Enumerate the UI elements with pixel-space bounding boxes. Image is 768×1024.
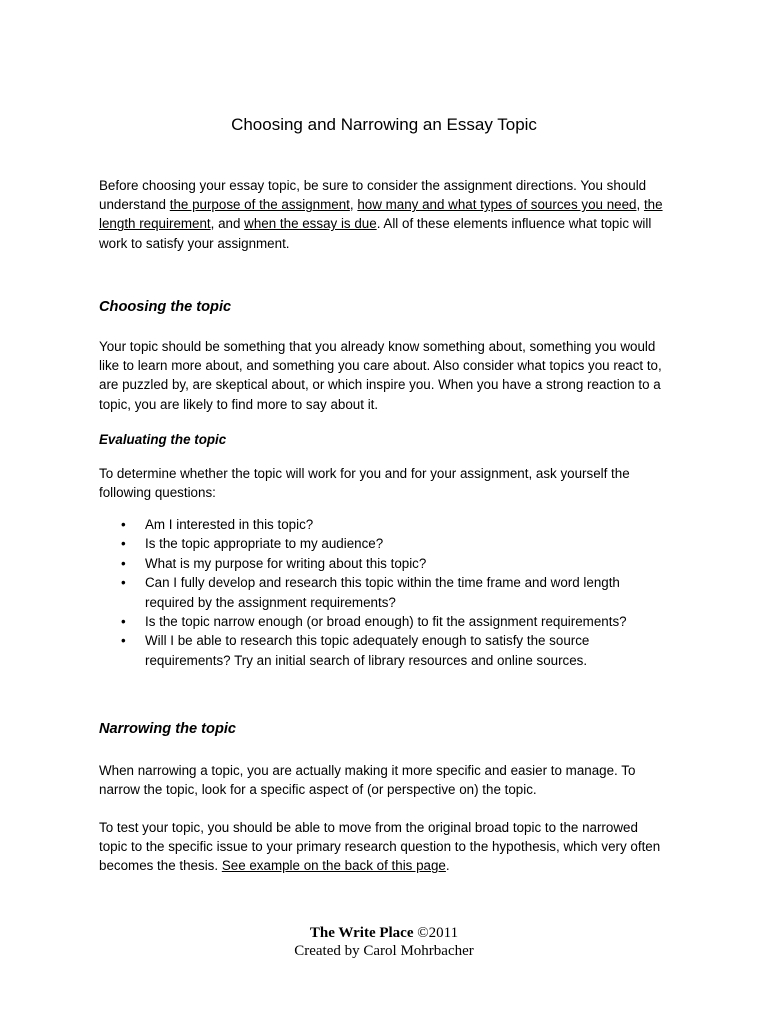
narrowing-heading: Narrowing the topic bbox=[99, 721, 237, 737]
footer-copyright: ©2011 bbox=[413, 925, 459, 941]
page-title: Choosing and Narrowing an Essay Topic bbox=[231, 115, 537, 135]
purpose-link: the purpose of the assignment bbox=[169, 197, 350, 213]
footer bbox=[0, 924, 768, 960]
list-item bbox=[99, 612, 669, 631]
question-text: Will I be able to research this topic adequately enough to satisfy the source requirements? Try an initial search of library resources and online sources. bbox=[145, 633, 590, 668]
question-text: What is my purpose for writing about this topic? bbox=[145, 555, 427, 571]
bullet: • bbox=[121, 575, 126, 591]
footer-credit: Created by Carol Mohrbacher bbox=[294, 943, 474, 959]
due-link: when the essay is due bbox=[244, 216, 377, 232]
question-text: Is the topic narrow enough (or broad enough) to fit the assignment requirements? bbox=[145, 614, 627, 630]
question-text: Can I fully develop and research this topic within the time frame and word length required by the assignment requirements? bbox=[145, 575, 620, 610]
choosing-paragraph: Your topic should be something that you already know something about, something you would like to learn more about, and something you care about. Also consider what topics you react to, are puzzled by, are skeptical about, or which inspire you. When you have a strong reaction to a topic, you are likely to find more to say about it. bbox=[99, 339, 662, 412]
list-item bbox=[99, 573, 669, 612]
narrowing-paragraph-2-text: To test your topic, you should be able to move from the original broad topic to the narrowed topic to the specific issue to your primary research question to the hypothesis, which very often becomes the thesis. bbox=[99, 820, 661, 874]
bullet: • bbox=[121, 555, 126, 571]
list-item bbox=[99, 515, 669, 534]
intro-sep-1: , bbox=[349, 197, 358, 213]
questions-list bbox=[99, 515, 669, 670]
narrowing-paragraph-2 bbox=[99, 818, 669, 876]
bullet: • bbox=[121, 536, 126, 552]
question-text: Am I interested in this topic? bbox=[145, 517, 314, 532]
bullet: • bbox=[121, 614, 126, 630]
list-item bbox=[99, 554, 669, 573]
length-link: the length requirement bbox=[99, 197, 663, 232]
sources-link: how many and what types of sources you need bbox=[357, 197, 637, 213]
list-item bbox=[99, 534, 669, 553]
example-link[interactable]: See example on the back of this page bbox=[221, 858, 446, 874]
intro-paragraph bbox=[99, 176, 669, 253]
evaluating-heading: Evaluating the topic bbox=[99, 432, 227, 447]
evaluating-intro: To determine whether the topic will work for you and for your assignment, ask yourself the following questions: bbox=[99, 466, 630, 501]
bullet: • bbox=[121, 633, 126, 649]
choosing-heading: Choosing the topic bbox=[99, 299, 232, 315]
intro-text-b: . All of these elements influence what topic will work to satisfy your assignment. bbox=[99, 216, 652, 251]
intro-text-a: Before choosing your essay topic, be sure to consider the assignment directions. You should understand bbox=[99, 178, 647, 213]
footer-brand: The Write Place bbox=[309, 925, 414, 941]
list-item bbox=[99, 631, 669, 670]
intro-sep-3: , and bbox=[210, 216, 245, 232]
narrowing-paragraph-2-end: . bbox=[445, 858, 450, 874]
question-text: Is the topic appropriate to my audience? bbox=[145, 536, 384, 552]
narrowing-paragraph-1: When narrowing a topic, you are actually making it more specific and easier to manage. To narrow the topic, look for a specific aspect of (or perspective on) the topic. bbox=[99, 763, 636, 798]
bullet: • bbox=[121, 517, 126, 532]
intro-sep-2: , bbox=[636, 197, 644, 213]
footer-line-1 bbox=[0, 924, 768, 942]
